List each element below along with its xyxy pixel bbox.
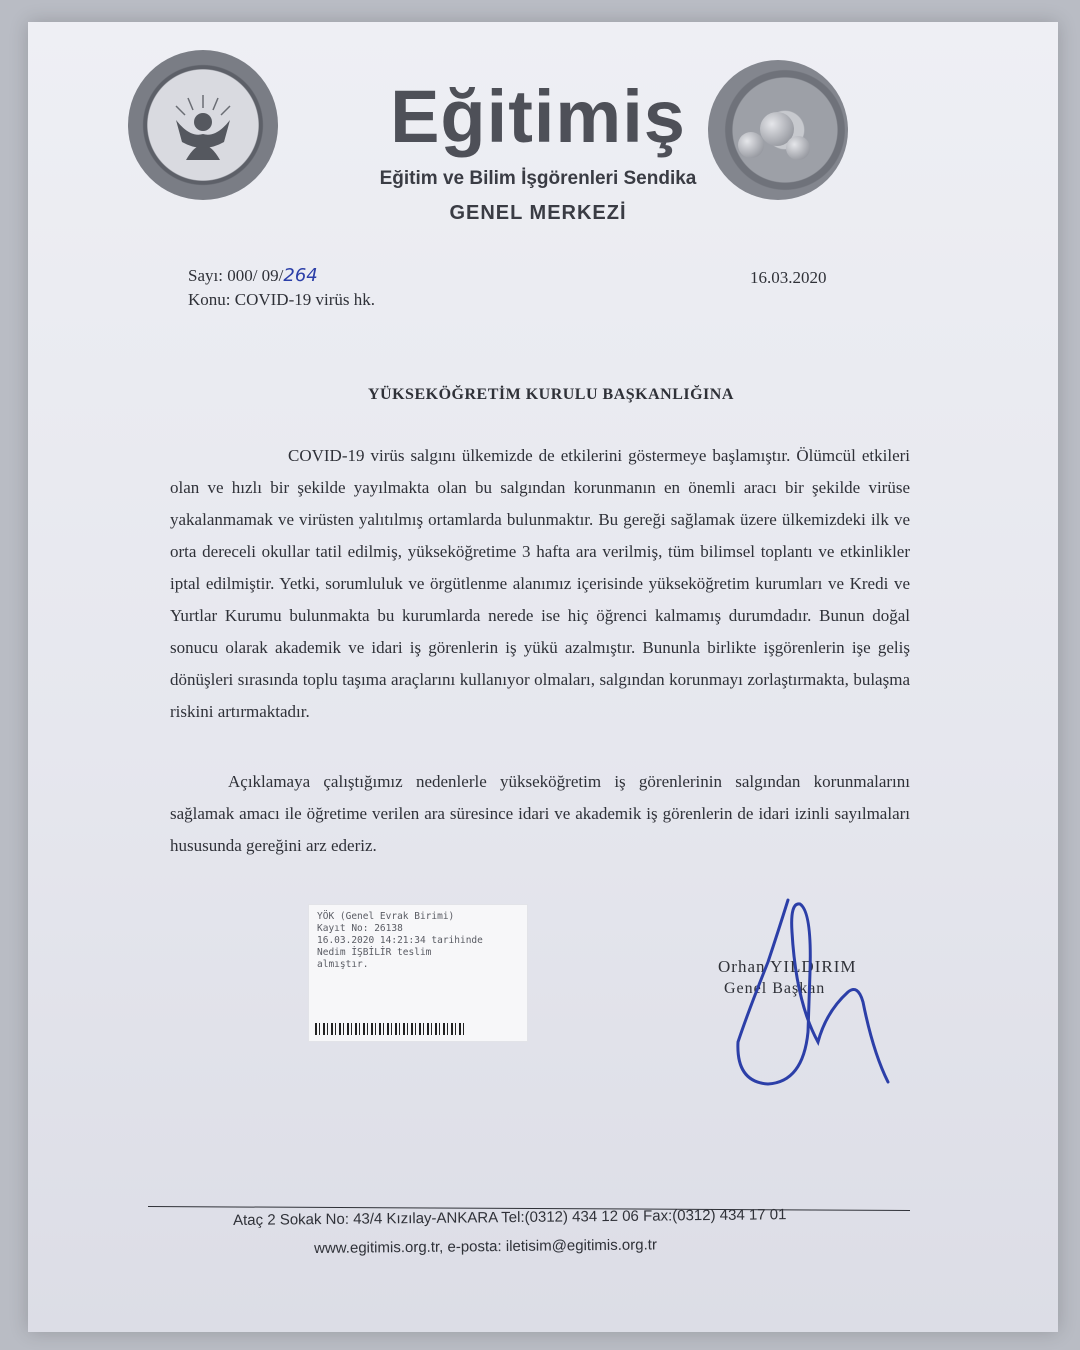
footer-address: Ataç 2 Sokak No: 43/4 Kızılay-ANKARA Tel:(0312) 434 12 06 Fax:(0312) 434 17 01 (233, 1206, 787, 1229)
stamp-line: Kayıt No: 26138 (317, 923, 403, 934)
registry-stamp (308, 904, 528, 1042)
stamp-line: 16.03.2020 14:21:34 tarihinde (317, 935, 483, 946)
handwritten-signature-icon (708, 892, 898, 1092)
barcode (315, 1023, 465, 1035)
letter-paper (28, 22, 1058, 1332)
paragraph: Açıklamaya çalıştığımız nedenlerle yükseköğretim iş görenlerinin salgından korunmalarını sağlamak amacı ile öğretime verilen ara süresince idari ve akademik iş görenlerin de idari izinli sayılmaları hususunda gereğini arz ederiz. (170, 772, 910, 855)
signer-title: Genel Başkan (724, 980, 826, 997)
reference-number (188, 265, 318, 286)
stamp-line: Nedim İŞBİLİR teslim (317, 947, 432, 958)
signer-name: Orhan YILDIRIM (718, 957, 857, 976)
office-title: GENEL MERKEZİ (449, 202, 627, 224)
subject-line: Konu: COVID-19 virüs hk. (188, 290, 375, 309)
letter-date: 16.03.2020 (750, 268, 827, 287)
brand-logo-text: Eğitimiş (390, 75, 686, 158)
egitimis-seal-icon (128, 50, 278, 200)
reference-handwritten: 264 (283, 265, 318, 286)
letter-body (170, 440, 910, 862)
addressee: YÜKSEKÖĞRETİM KURULU BAŞKANLIĞINA (368, 386, 734, 403)
stamp-line: YÖK (Genel Evrak Birimi) (317, 911, 455, 922)
footer-web: www.egitimis.org.tr, e-posta: iletisim@egitimis.org.tr (314, 1236, 657, 1257)
reference-label: Sayı: 000/ 09/ (188, 266, 284, 285)
organization-name: Eğitim ve Bilim İşgörenleri Sendika (379, 168, 697, 189)
paragraph: COVID-19 virüs salgını ülkemizde de etkilerini göstermeye başlamıştır. Ölümcül etkileri olan ve hızlı bir şekilde yayılmakta olan bu salgından korunmanın en önemli aracı bir şekilde virüse yakalanmamak ve virüsten yalıtılmış ortamlarda bulunmaktır. Bu gereği sağlamak üzere ülkemizdeki ilk ve orta dereceli okullar tatil edilmiş, yükseköğretime 3 hafta ara verilmiş, tüm bilimsel toplantı ve etkinlikler iptal edilmiştir. Yetki, sorumluluk ve örgütlenme alanımız içerisinde yükseköğretim kurumları ve Kredi ve Yurtlar Kurumu bulunmakta bu kurumlarda nerede ise hiç öğrenci kalmamış durumdadır. Bunun doğal sonucu olarak akademik ve idari iş görenlerin iş yükü azalmıştır. Bununla birlikte işgörenlerin işe geliş dönüşleri sırasında toplu taşıma araçlarını kullanıyor olmaları, salgından korunmayı zorlaştırmakta, bulaşma riskini artırmaktadır. (170, 446, 910, 721)
stamp-line: almıştır. (317, 959, 369, 970)
